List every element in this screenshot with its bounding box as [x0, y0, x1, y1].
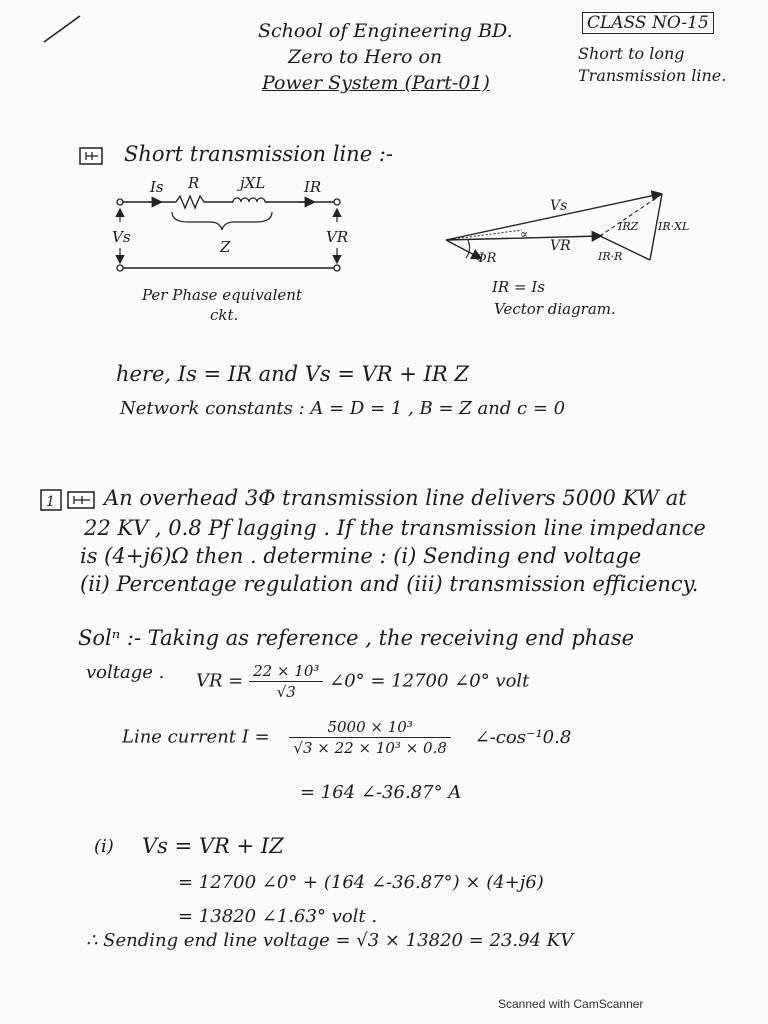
part-i-label: (i)	[94, 836, 114, 857]
network-constants-line: Network constants : A = D = 1 , B = Z and c = 0	[120, 398, 566, 419]
label-vs: Vs	[112, 228, 131, 246]
final-result: ∴ Sending end line voltage = √3 × 13820 = 23.94 KV	[86, 930, 574, 951]
vr-denominator: √3	[276, 683, 296, 701]
vr-lhs: VR =	[196, 670, 244, 692]
problem-line-1: An overhead 3Φ transmission line delivers 5000 KW at	[104, 486, 687, 510]
section-bullet-icon	[78, 146, 106, 168]
solution-voltage-label: voltage .	[86, 662, 165, 683]
problem-number-badge	[40, 488, 102, 512]
label-r: R	[188, 174, 200, 192]
label-jxl: jXL	[240, 174, 266, 192]
label-is: Is	[150, 178, 164, 196]
vr-rhs: ∠0° = 12700 ∠0° volt	[329, 670, 530, 692]
section-heading-short-line: Short transmission line :-	[124, 142, 393, 166]
current-numerator: 5000 × 10³	[289, 718, 450, 738]
here-relation-line: here, Is = IR and Vs = VR + IR Z	[116, 362, 469, 386]
label-vr: VR	[326, 228, 349, 246]
tick-mark-icon	[40, 12, 86, 46]
vector-label-irxl: IR·XL	[658, 220, 690, 233]
current-angle: ∠-cos⁻¹0.8	[474, 726, 572, 748]
problem-number: 1	[46, 494, 55, 510]
vector-label-irz: IRZ	[618, 220, 639, 233]
title-line-1: School of Engineering BD.	[258, 20, 513, 42]
vector-label-irr: IR·R	[598, 250, 623, 263]
current-result: = 164 ∠-36.87° A	[300, 782, 462, 803]
class-number-badge: CLASS NO-15	[582, 12, 714, 34]
vr-numerator: 22 × 10³	[249, 662, 323, 682]
label-z: Z	[220, 238, 231, 256]
vector-label-phir: ΦR	[476, 251, 497, 266]
step-1: = 12700 ∠0° + (164 ∠-36.87°) × (4+j6)	[178, 872, 544, 893]
problem-line-2: 22 KV , 0.8 Pf lagging . If the transmission line impedance	[84, 516, 706, 540]
title-line-2: Zero to Hero on	[288, 46, 443, 68]
vr-equation	[196, 662, 529, 701]
current-denominator: √3 × 22 × 10³ × 0.8	[293, 739, 447, 757]
line-current-equation	[122, 718, 571, 757]
vector-label-vs: Vs	[550, 198, 568, 214]
circuit-caption-line-2: ckt.	[210, 306, 239, 324]
part-i-equation: Vs = VR + IZ	[142, 834, 284, 858]
problem-line-3: is (4+j6)Ω then . determine : (i) Sending end voltage	[80, 544, 642, 568]
topic-line-1: Short to long	[578, 44, 685, 63]
topic-line-2: Transmission line.	[578, 66, 727, 85]
vector-caption-line-2: Vector diagram.	[494, 300, 616, 318]
problem-line-4: (ii) Percentage regulation and (iii) transmission efficiency.	[80, 572, 699, 596]
title-line-3: Power System (Part-01)	[262, 72, 490, 94]
per-phase-circuit-diagram	[108, 170, 358, 282]
step-2: = 13820 ∠1.63° volt .	[178, 906, 378, 927]
circuit-caption-line-1: Per Phase equivalent	[142, 286, 302, 304]
scanner-watermark: Scanned with CamScanner	[498, 997, 644, 1011]
vector-caption-line-1: IR = Is	[492, 278, 545, 296]
vector-label-vr: VR	[550, 238, 571, 254]
vector-label-alpha: ∝	[520, 227, 529, 241]
solution-intro: Solⁿ :- Taking as reference , the receiving end phase	[78, 626, 635, 650]
label-ir: IR	[304, 178, 322, 196]
current-label: Line current I =	[122, 726, 270, 748]
vector-diagram	[432, 180, 722, 280]
